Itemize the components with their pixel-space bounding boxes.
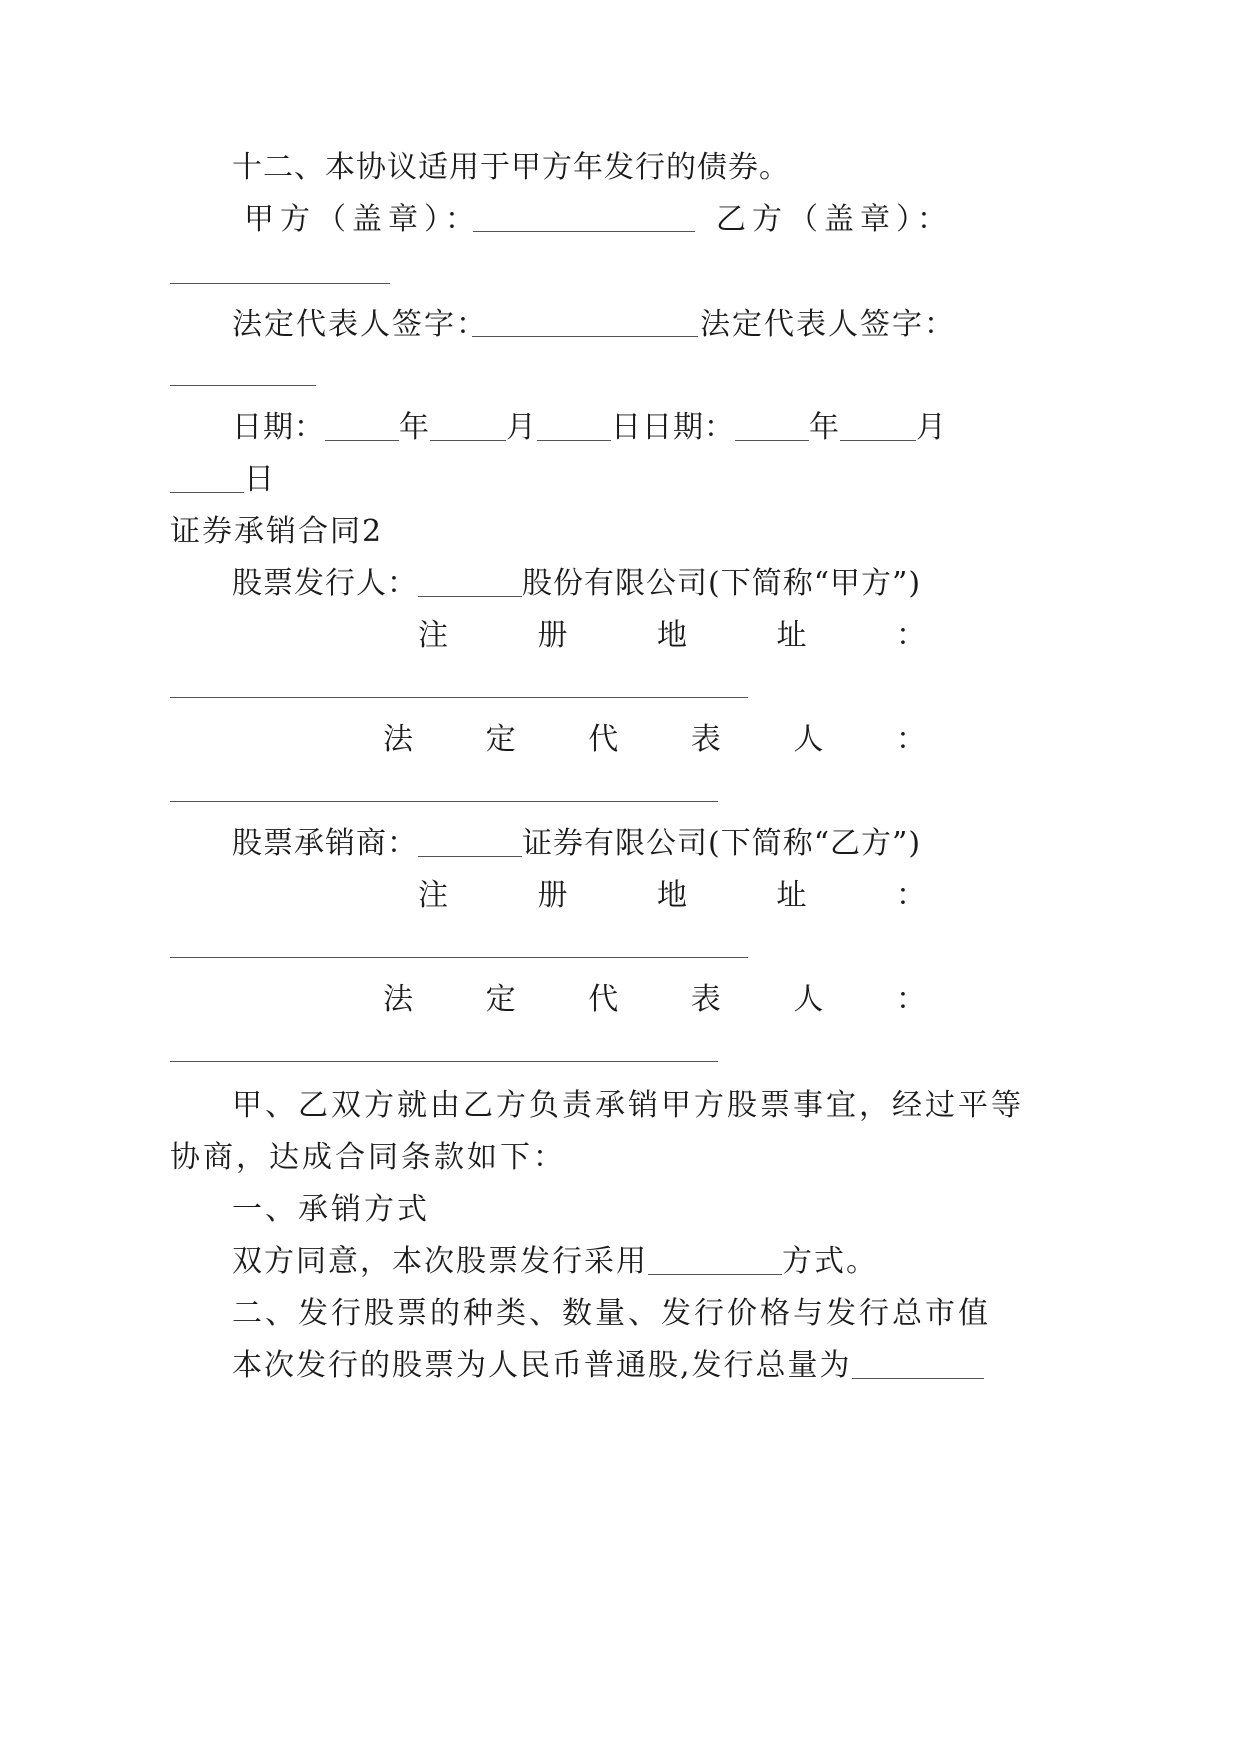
section-1-text-a: 双方同意，本次股票发行采用 [232, 1244, 648, 1279]
year-a: 年 [399, 410, 430, 445]
day-b: 日 [244, 462, 274, 497]
underwriter-blank [418, 826, 522, 857]
month-blank-a [430, 410, 506, 441]
year-b: 年 [809, 410, 840, 445]
underwriter-line [232, 824, 921, 864]
year-blank-b [735, 410, 809, 441]
party-a-rep-blank [472, 336, 698, 337]
date-line-cont [170, 460, 274, 500]
underwriter-legal-rep-blank [170, 1061, 718, 1062]
issuer-legal-rep-blank [170, 801, 718, 802]
party-a-seal-blank [473, 231, 695, 232]
underwriter-reg-address-label: 注 册 地 址 ： [418, 878, 926, 913]
party-b-rep-label: 法定代表人签字： [700, 307, 956, 342]
party-b-rep-blank [170, 385, 316, 386]
year-blank-a [325, 410, 399, 441]
party-a-seal-label: 甲方（盖章）： [244, 202, 481, 237]
day-blank-a [537, 410, 611, 441]
day-blank-b [170, 462, 244, 493]
party-a-rep-label: 法定代表人签字： [232, 307, 488, 342]
party-b-seal-blank [170, 283, 390, 284]
section-1-title: 一、承销方式 [232, 1192, 430, 1227]
party-b-seal-label: 乙方（盖章）： [716, 202, 953, 237]
month-blank-b [840, 410, 916, 441]
month-b: 月 [916, 410, 947, 445]
section-2-title: 二、发行股票的种类、数量、发行价格与发行总市值 [232, 1296, 991, 1331]
section-2-text [232, 1346, 984, 1386]
underwriter-reg-address-blank [170, 957, 748, 958]
issuer-legal-rep-label: 法 定 代 表 人 ： [383, 722, 926, 757]
date-label-a: 日期： [232, 410, 325, 445]
date-label-b: 日日期： [611, 410, 735, 445]
date-line [232, 408, 947, 448]
underwriter-legal-rep-label: 法 定 代 表 人 ： [383, 982, 926, 1017]
total-volume-blank [852, 1348, 984, 1379]
issuer-blank [418, 566, 522, 597]
clause-12: 十二、本协议适用于甲方年发行的债券。 [232, 150, 790, 185]
intro-para-line2: 协商，达成合同条款如下： [170, 1140, 566, 1175]
underwriter-label: 股票承销商： [232, 826, 418, 861]
issuer-reg-address-blank [170, 697, 748, 698]
month-a: 月 [506, 410, 537, 445]
section-1-text [232, 1242, 878, 1282]
contract-title: 证券承销合同2 [170, 514, 384, 549]
intro-para-line1: 甲、乙双方就由乙方负责承销甲方股票事宜，经过平等 [232, 1088, 1024, 1123]
section-2-text-a: 本次发行的股票为人民币普通股,发行总量为 [232, 1348, 852, 1383]
issuer-label: 股票发行人： [232, 566, 418, 601]
issuer-line [232, 564, 921, 604]
issuer-suffix: 股份有限公司(下简称“甲方”) [522, 566, 922, 601]
underwriter-suffix: 证券有限公司(下简称“乙方”) [522, 826, 922, 861]
section-1-text-b: 方式。 [782, 1244, 878, 1279]
method-blank [648, 1244, 782, 1275]
issuer-reg-address-label: 注 册 地 址 ： [418, 618, 926, 653]
